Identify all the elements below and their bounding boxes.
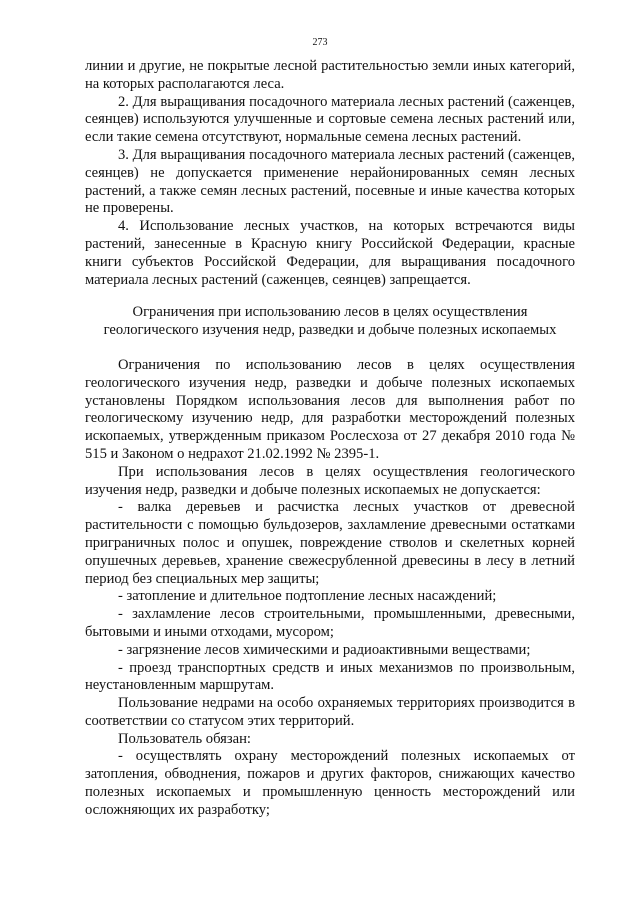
list-item: - загрязнение лесов химическими и радиоактивными веществами; <box>118 641 531 658</box>
page-content <box>85 58 575 820</box>
list-item: - осуществлять охрану месторождений полезных ископаемых от затопления, обводнения, пожаров и других факторов, снижающих качество полезных ископаемых и промышленную ценность месторождений или осложняющих их разработку; <box>85 748 575 818</box>
paragraph: Ограничения по использованию лесов в целях осуществления геологического изучения недр, разведки и добыче полезных ископаемых установлены Порядком использования лесов для выполнения работ по геологическому изучению недр, для разработки месторождений полезных ископаемых, утвержденным приказом Рослесхоза от 27 декабря 2010 года № 515 и Законом о недрахот 21.02.1992 № 2395-1. <box>85 356 575 462</box>
list-item: - затопление и длительное подтопление лесных насаждений; <box>118 588 497 605</box>
list-item: - проезд транспортных средств и иных механизмов по произвольным, неустановленным маршрутам. <box>85 659 575 694</box>
paragraph: При использования лесов в целях осуществления геологического изучения недр, разведки и добыче полезных ископаемых не допускается: <box>85 463 575 498</box>
section-heading: Ограничения при использованию лесов в целях осуществления геологического изучения недр, разведки и добыче полезных ископаемых <box>103 304 557 339</box>
paragraph: 3. Для выращивания посадочного материала лесных растений (саженцев, сеянцев) не допускается применение нерайонированных семян лесных растений, а также семян лесных растений, посевные и иные качества которых не проверены. <box>85 146 575 217</box>
paragraph: Пользование недрами на особо охраняемых территориях производится в соответствии со статусом этих территорий. <box>85 695 575 729</box>
list-item: - валка деревьев и расчистка лесных участков от древесной растительности с помощью бульдозеров, захламление древесными остатками приграничных полос и опушек, повреждение стволов и скелетных корней опушечных деревьев, хранение свежесрубленной древесины в лесу в летний период без специальных мер защиты; <box>85 499 575 587</box>
list-item: - захламление лесов строительными, промышленными, древесными, бытовыми и иными отходами, мусором; <box>85 606 575 640</box>
paragraph: 4. Использование лесных участков, на которых встречаются виды растений, занесенные в Красную книгу Российской Федерации, красные книги субъектов Российской Федерации, для выращивания посадочного материала лесных растений (саженцев, сеянцев) запрещается. <box>85 218 575 288</box>
paragraph: Пользователь обязан: <box>118 730 251 747</box>
page-number: 273 <box>312 37 328 48</box>
paragraph: 2. Для выращивания посадочного материала лесных растений (саженцев, сеянцев) используются улучшенные и сортовые семена лесных растений или, если такие семена отсутствуют, нормальные семена лесных растений. <box>85 93 575 146</box>
paragraph: линии и другие, не покрытые лесной растительностью земли иных категорий, на которых располагаются леса. <box>85 58 575 92</box>
